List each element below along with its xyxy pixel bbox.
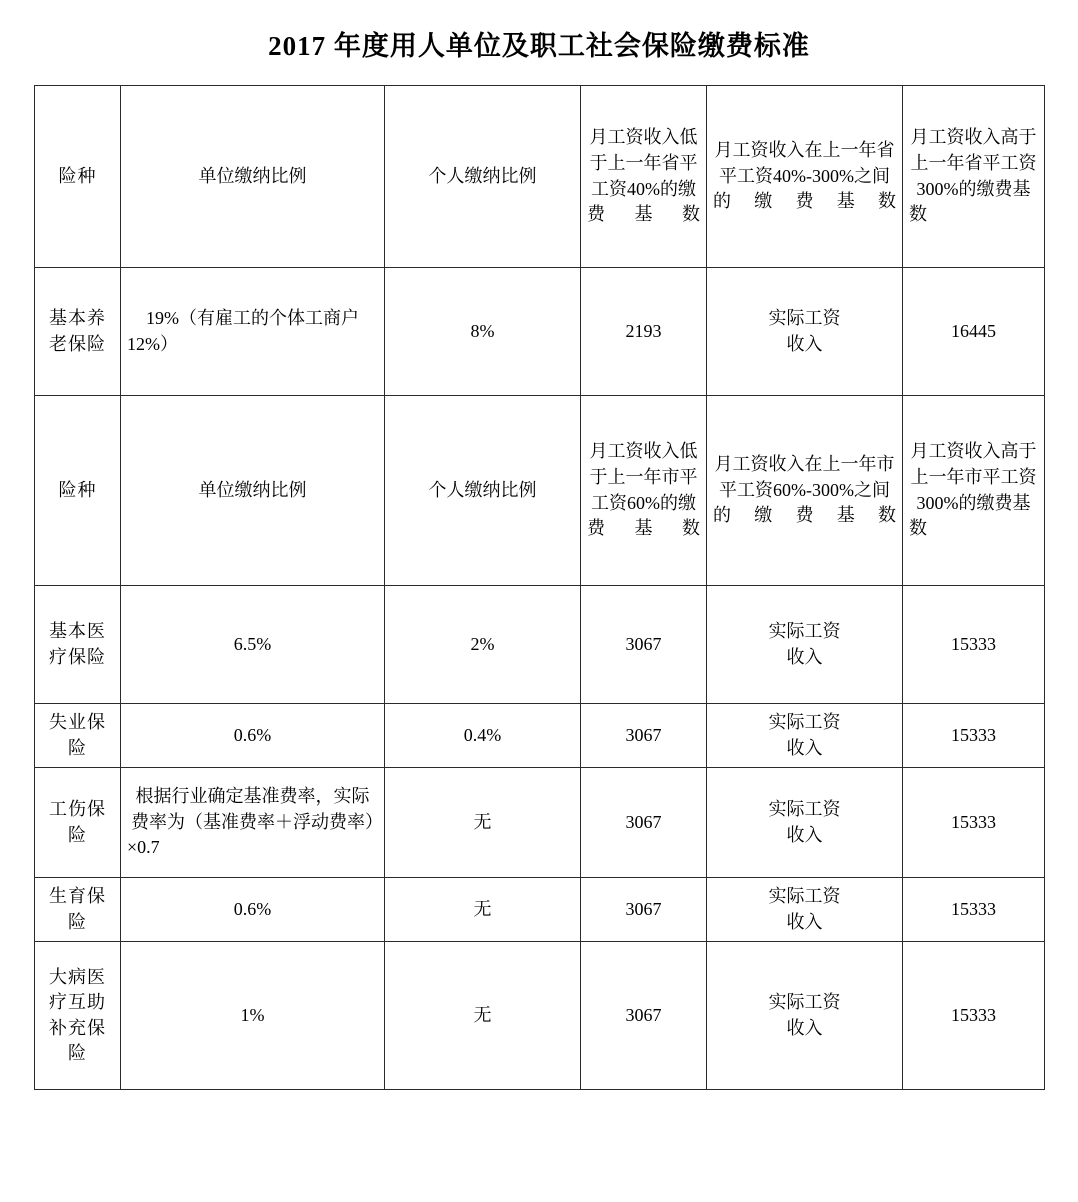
cell-insurance-kind: 大病医疗互助补充保险 bbox=[35, 942, 121, 1090]
cell-employee-rate: 无 bbox=[385, 942, 581, 1090]
header-cell-kind: 险种 bbox=[35, 86, 121, 268]
table-row bbox=[35, 878, 1045, 942]
cell-base-mid-line2: 收入 bbox=[786, 646, 823, 667]
cell-base-mid bbox=[707, 768, 903, 878]
cell-base-low: 3067 bbox=[581, 586, 707, 704]
cell-base-low: 3067 bbox=[581, 942, 707, 1090]
cell-base-high: 15333 bbox=[903, 768, 1045, 878]
table-row bbox=[35, 268, 1045, 396]
cell-base-mid-line2: 收入 bbox=[786, 333, 823, 354]
table-row bbox=[35, 704, 1045, 768]
cell-base-mid-line1: 实际工资 bbox=[768, 992, 841, 1013]
header-cell-employee-rate: 个人缴纳比例 bbox=[385, 86, 581, 268]
cell-base-low: 3067 bbox=[581, 768, 707, 878]
social-insurance-table bbox=[34, 85, 1045, 1090]
cell-base-low: 2193 bbox=[581, 268, 707, 396]
cell-base-mid-line1: 实际工资 bbox=[768, 620, 841, 641]
cell-insurance-kind: 基本医疗保险 bbox=[35, 586, 121, 704]
table-row bbox=[35, 586, 1045, 704]
cell-base-mid bbox=[707, 704, 903, 768]
cell-base-mid bbox=[707, 942, 903, 1090]
cell-base-mid-line1: 实际工资 bbox=[768, 886, 841, 907]
cell-insurance-kind: 工伤保险 bbox=[35, 768, 121, 878]
cell-base-mid bbox=[707, 878, 903, 942]
header-cell-base-below-40: 月工资收入低于上一年省平工资40%的缴费基数 bbox=[581, 86, 707, 268]
cell-base-mid bbox=[707, 586, 903, 704]
cell-base-mid bbox=[707, 268, 903, 396]
cell-employer-rate: 19%（有雇工的个体工商户 12%） bbox=[121, 268, 385, 396]
cell-employee-rate: 8% bbox=[385, 268, 581, 396]
cell-employer-rate: 0.6% bbox=[121, 704, 385, 768]
cell-insurance-kind: 生育保险 bbox=[35, 878, 121, 942]
table-row bbox=[35, 942, 1045, 1090]
header-cell-base-between-60-300: 月工资收入在上一年市平工资60%-300%之间的缴费基数 bbox=[707, 396, 903, 586]
cell-base-high: 15333 bbox=[903, 942, 1045, 1090]
page-title: 2017 年度用人单位及职工社会保险缴费标准 bbox=[268, 31, 810, 61]
cell-employee-rate: 2% bbox=[385, 586, 581, 704]
cell-employer-rate: 1% bbox=[121, 942, 385, 1090]
header-cell-employee-rate: 个人缴纳比例 bbox=[385, 396, 581, 586]
cell-base-high: 15333 bbox=[903, 586, 1045, 704]
cell-base-mid-line2: 收入 bbox=[786, 911, 823, 932]
cell-base-mid-line1: 实际工资 bbox=[768, 307, 841, 328]
table-container bbox=[0, 85, 1078, 1090]
header-cell-base-below-60: 月工资收入低于上一年市平工资60%的缴费基数 bbox=[581, 396, 707, 586]
cell-base-low: 3067 bbox=[581, 878, 707, 942]
cell-base-high: 15333 bbox=[903, 878, 1045, 942]
cell-employer-rate: 0.6% bbox=[121, 878, 385, 942]
cell-base-mid-line2: 收入 bbox=[786, 1017, 823, 1038]
table-header-row-city bbox=[35, 396, 1045, 586]
header-cell-base-above-300: 月工资收入高于上一年省平工资300%的缴费基数 bbox=[903, 86, 1045, 268]
cell-employee-rate: 无 bbox=[385, 878, 581, 942]
cell-insurance-kind: 失业保险 bbox=[35, 704, 121, 768]
header-cell-kind: 险种 bbox=[35, 396, 121, 586]
cell-employer-rate: 6.5% bbox=[121, 586, 385, 704]
header-cell-base-between-40-300: 月工资收入在上一年省平工资40%-300%之间的缴费基数 bbox=[707, 86, 903, 268]
cell-employer-rate: 根据行业确定基准费率，实际费率为（基准费率＋浮动费率）×0.7 bbox=[121, 768, 385, 878]
cell-base-mid-line1: 实际工资 bbox=[768, 712, 841, 732]
cell-employee-rate: 0.4% bbox=[385, 704, 581, 768]
header-cell-employer-rate: 单位缴纳比例 bbox=[121, 86, 385, 268]
cell-base-mid-line2: 收入 bbox=[786, 824, 823, 845]
cell-base-high: 16445 bbox=[903, 268, 1045, 396]
cell-base-high: 15333 bbox=[903, 704, 1045, 768]
cell-base-low: 3067 bbox=[581, 704, 707, 768]
header-cell-employer-rate: 单位缴纳比例 bbox=[121, 396, 385, 586]
header-cell-base-above-300: 月工资收入高于上一年市平工资300%的缴费基数 bbox=[903, 396, 1045, 586]
cell-base-mid-line1: 实际工资 bbox=[768, 799, 841, 820]
cell-insurance-kind: 基本养老保险 bbox=[35, 268, 121, 396]
cell-employee-rate: 无 bbox=[385, 768, 581, 878]
cell-base-mid-line2: 收入 bbox=[786, 737, 823, 758]
table-header-row-province bbox=[35, 86, 1045, 268]
table-row bbox=[35, 768, 1045, 878]
